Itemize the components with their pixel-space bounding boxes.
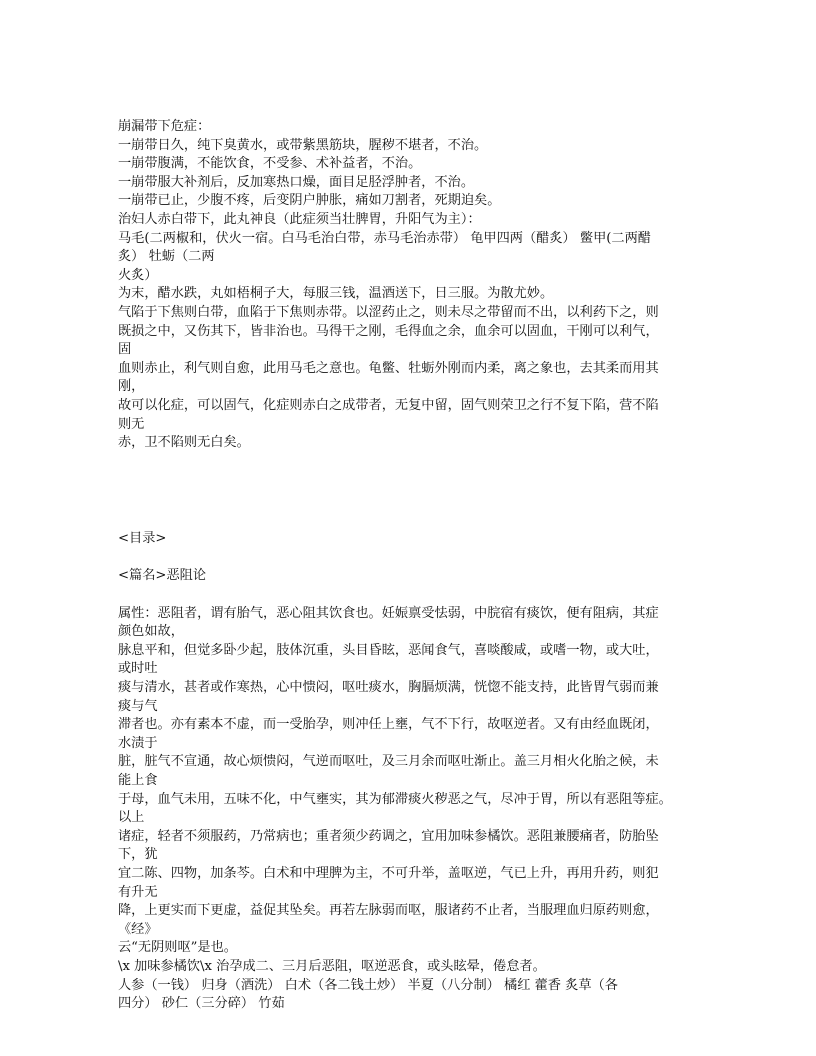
- text-line: 刚，: [118, 379, 145, 395]
- text-line: 马毛(二两椒和，伏火一宿。白马毛治白带，赤马毛治赤带） 龟甲四两（醋炙） 鳖甲(二两醋: [118, 230, 651, 246]
- document-page: [118, 118, 698, 1014]
- spacer: [118, 549, 698, 568]
- text-line: 脏，脏气不宣通，故心烦愦闷，气逆而呕吐，及三月余而呕吐渐止。盖三月相火化胎之候，未: [118, 754, 659, 770]
- text-line: 宜二陈、四物，加条芩。白术和中理脾为主，不可升举，盖呕逆，气已上升，再用升药，则犯: [118, 865, 659, 881]
- text-line: 血则赤止，利气则自愈，此用马毛之意也。龟鳖、牡蛎外刚而内柔，离之象也，去其柔而用其: [118, 360, 659, 376]
- text-line: 气陷于下焦则白带，血陷于下焦则赤带。以涩药止之，则未尽之带留而不出，以利药下之，则: [118, 304, 659, 320]
- text-line: 滞者也。亦有素本不虚，而一受胎孕，则冲任上壅，气不下行，故呕逆者。又有由经血既闭，: [118, 717, 659, 733]
- text-line: 一崩带服大补剂后，反加寒热口燥，面目足胫浮肿者，不治。: [118, 174, 475, 190]
- text-line: 痰与气: [118, 698, 158, 714]
- text-line: 赤，卫不陷则无白矣。: [118, 435, 250, 451]
- text-line: 一崩带腹满，不能饮食，不受参、术补益者，不治。: [118, 156, 422, 172]
- text-line: 痰与清水，甚者或作寒热，心中愦闷，呕吐痰水，胸膈烦满，恍惚不能支持，此皆胃气弱而兼: [118, 680, 659, 696]
- text-line: 治妇人赤白带下，此丸神良（此症须当壮脾胃，升阳气为主）：: [118, 211, 481, 227]
- text-line: 颜色如故，: [118, 624, 184, 640]
- text-line: 能上食: [118, 773, 158, 788]
- text-line: 炙） 牡蛎（二两: [118, 249, 215, 265]
- toc-label: <目录>: [118, 531, 167, 547]
- text-line: 为末，醋水跌，丸如梧桐子大，每服三钱，温酒送下，日三服。为散尤妙。: [118, 286, 554, 302]
- text-line: 则无: [118, 416, 145, 432]
- text-line: 云“无阴则呕”是也。: [118, 940, 237, 956]
- text-line: 《经》: [118, 921, 158, 937]
- ingredients-line: 四分） 砂仁（三分碎） 竹茹: [118, 996, 285, 1012]
- text-line: 属性：恶阻者，谓有胎气，恶心阻其饮食也。妊娠禀受怯弱，中脘宿有痰饮，便有阻病，其症: [118, 605, 659, 621]
- section-heading: 崩漏带下危症：: [118, 119, 211, 134]
- spacer: [118, 512, 698, 531]
- ingredients-line: 人参（一钱） 归身（酒洗） 白术（各二钱土炒） 半夏（八分制） 橘红 藿香 炙草（各: [118, 977, 618, 993]
- text-line: 降，上更实而下更虚，益促其坠矣。再若左脉弱而呕，服诸药不止者，当服理血归原药则愈，: [118, 903, 659, 919]
- text-line: 既损之中，又伤其下，皆非治也。马得干之刚，毛得血之余，血余可以固血，干刚可以利气，: [118, 323, 659, 339]
- text-line: 水渍于: [118, 735, 158, 751]
- text-line: 有升无: [118, 884, 158, 900]
- spacer: [118, 586, 698, 605]
- text-line: 火炙）: [118, 267, 158, 283]
- text-line: 以上: [118, 810, 145, 826]
- text-line: 故可以化症，可以固气，化症则赤白之成带者，无复中留，固气则荣卫之行不复下陷，营不陷: [118, 397, 659, 413]
- text-line: 脉息平和，但觉多卧少起，肢体沉重，头目昏眩，恶闻食气，喜啖酸咸，或嗜一物，或大吐，: [118, 642, 659, 658]
- text-line: 于母，血气未用，五味不化，中气壅实，其为郁滞痰火秽恶之气，尽冲于胃，所以有恶阻等症。: [118, 791, 672, 807]
- chapter-title: <篇名>恶阻论: [118, 568, 207, 584]
- text-line: 诸症，轻者不须服药，乃常病也；重者须少药调之，宜用加味参橘饮。恶阻兼腰痛者，防胎坠: [118, 828, 659, 844]
- text-line: 或时吐: [118, 661, 158, 677]
- text-line: 固: [118, 342, 132, 358]
- text-line: 一崩带日久，纯下臭黄水，或带紫黑筋块，腥秽不堪者，不治。: [118, 137, 488, 153]
- text-line: 下，犹: [118, 847, 158, 863]
- text-line: 一崩带已止，少腹不疼，后变阴户肿胀，痛如刀割者，死期迫矣。: [118, 193, 501, 209]
- spacer: [118, 453, 698, 512]
- formula-title-line: \x 加味参橘饮\x 治孕成二、三月后恶阻，呕逆恶食，或头眩晕，倦怠者。: [118, 958, 546, 974]
